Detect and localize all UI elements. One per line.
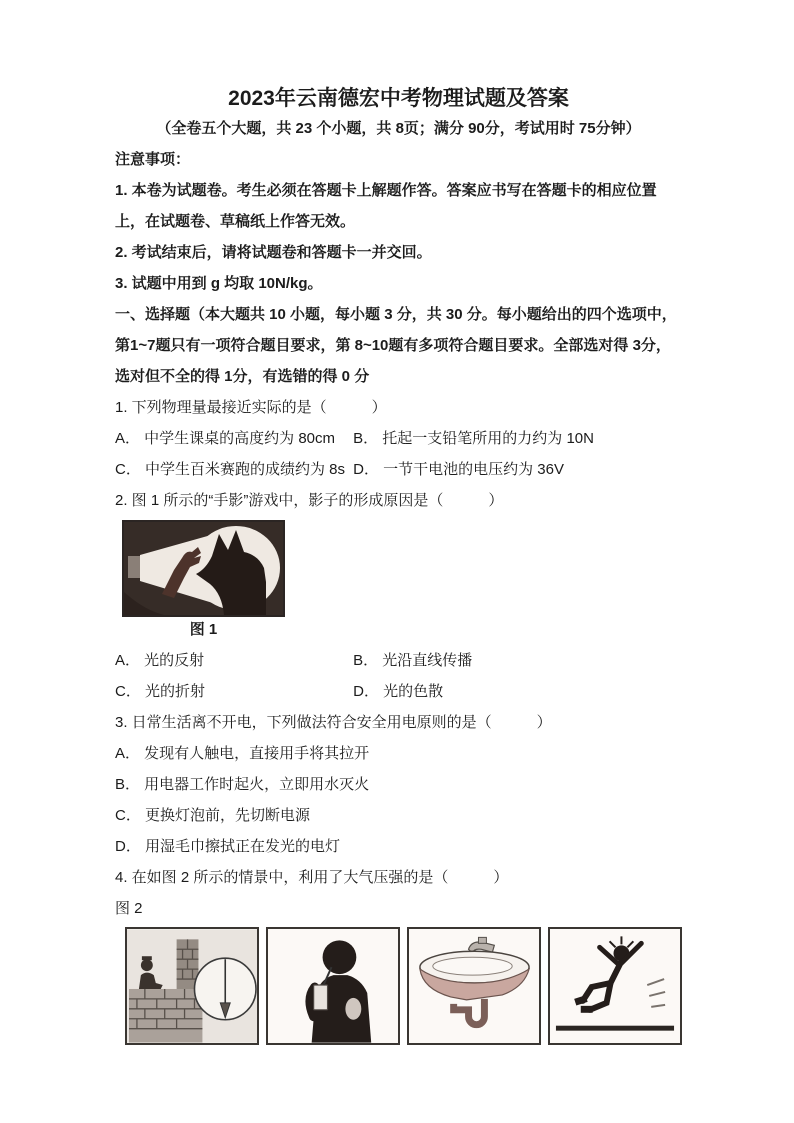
- section-1-heading: 一、选择题（本大题共 10 小题，每小题 3 分，共 30 分。每小题给出的四个选项中，第1~7题只有一项符合题目要求，第 8~10题有多项符合题目要求。全部选对得 3分，选对但不全的得 1分，有选错的得 0 分: [115, 306, 677, 385]
- q3-option-b: B． 用电器工作时起火，立即用水灭火: [115, 776, 370, 793]
- q2-stem: 2. 图 1 所示的“手影”游戏中，影子的形成原因是（ ）: [115, 492, 504, 509]
- q3-option-a: A． 发现有人触电，直接用手将其拉开: [115, 745, 370, 762]
- q2-options-row-2: [115, 676, 682, 707]
- q1-option-d: D． 一节干电池的电压约为 36V: [353, 461, 564, 478]
- hand-shadow-dog-image: [124, 522, 283, 615]
- long-jumper-image: [550, 929, 680, 1043]
- q2-options-row-1: [115, 645, 682, 676]
- figure-1-label: 图 1: [189, 621, 218, 638]
- note-item-2: 2. 考试结束后，请将试题卷和答题卡一并交回。: [115, 244, 432, 261]
- note-item-1: 1. 本卷为试题卷。考生必须在答题卡上解题作答。答案应书写在答题卡的相应位置上，在试题卷、草稿纸上作答无效。: [115, 182, 657, 230]
- q4-stem: 4. 在如图 2 所示的情景中，利用了大气压强的是（ ）: [115, 869, 509, 886]
- q3-option-c: C． 更换灯泡前，先切断电源: [115, 807, 311, 824]
- note-item-3: 3. 试题中用到 g 均取 10N/kg。: [115, 275, 323, 292]
- figure-1-frame: [122, 520, 285, 617]
- figure-2-panel-plumb-bob: [125, 927, 259, 1045]
- q1-stem: 1. 下列物理量最接近实际的是（ ）: [115, 399, 387, 416]
- q2-option-a: A． 光的反射: [115, 652, 205, 669]
- figure-2-panel-wash-basin: [407, 927, 541, 1045]
- boy-drinking-straw-image: [268, 929, 398, 1043]
- figure-2-label: 图 2: [115, 900, 143, 917]
- page-subtitle: （全卷五个大题，共 23 个小题，共 8页；满分 90分，考试用时 75分钟）: [156, 120, 641, 137]
- figure-1: [122, 520, 285, 641]
- figure-2-panel-long-jump: [548, 927, 682, 1045]
- figure-2-strip: [125, 927, 682, 1045]
- q1-options-row-2: [115, 454, 682, 485]
- wash-basin-drain-image: [409, 929, 539, 1043]
- notes-heading: 注意事项：: [115, 151, 191, 168]
- q2-option-c: C． 光的折射: [115, 683, 206, 700]
- page-title: 2023年云南德宏中考物理试题及答案: [228, 87, 569, 110]
- q1-options-row-1: [115, 423, 682, 454]
- q3-stem: 3. 日常生活离不开电，下列做法符合安全用电原则的是（ ）: [115, 714, 552, 731]
- figure-2-panel-drinking-straw: [266, 927, 400, 1045]
- q2-option-b: B． 光沿直线传播: [353, 652, 473, 669]
- q3-option-d: D． 用湿毛巾擦拭正在发光的电灯: [115, 838, 341, 855]
- bricklayer-plumb-bob-image: [127, 929, 257, 1043]
- q1-option-a: A． 中学生课桌的高度约为 80cm: [115, 430, 336, 447]
- q2-option-d: D． 光的色散: [353, 683, 444, 700]
- q1-option-b: B． 托起一支铅笔所用的力约为 10N: [353, 430, 594, 447]
- q1-option-c: C． 中学生百米赛跑的成绩约为 8s: [115, 461, 346, 478]
